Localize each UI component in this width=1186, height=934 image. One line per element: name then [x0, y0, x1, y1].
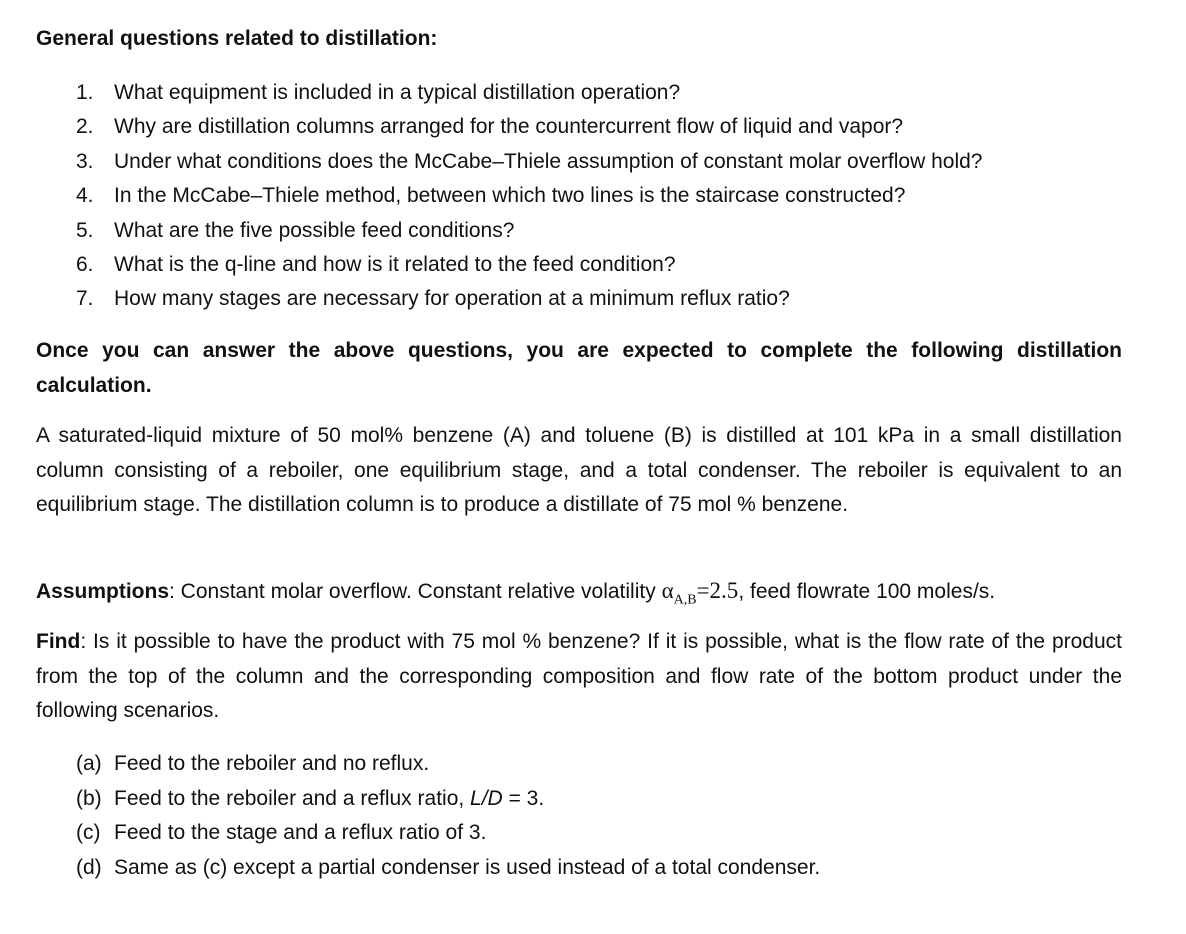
- list-item: (b) Feed to the reboiler and a reflux ratio, L/D = 3.: [76, 786, 545, 810]
- list-item: (d) Same as (c) except a partial condenser is used instead of a total condenser.: [76, 855, 821, 879]
- list-item: 7. How many stages are necessary for operation at a minimum reflux ratio?: [76, 287, 790, 311]
- find-paragraph: Find: Is it possible to have the product with 75 mol % benzene? If it is possible, what is the flow rate of the product from the top of the column and the corresponding composition and flow rate of the bottom product under the following scenarios.: [36, 630, 1122, 722]
- list-item: 1. What equipment is included in a typical distillation operation?: [76, 81, 681, 104]
- assumptions-label: Assumptions: [36, 580, 170, 603]
- list-item: (c) Feed to the stage and a reflux ratio of 3.: [76, 821, 487, 844]
- alpha-symbol: $\alpha_{A,B}=2.5$: [661, 578, 739, 608]
- list-item: 2. Why are distillation columns arranged for the countercurrent flow of liquid and vapor?: [76, 115, 904, 139]
- question-list: [76, 76, 982, 317]
- find-label: Find: [36, 630, 81, 653]
- list-item: 5. What are the five possible feed conditions?: [76, 218, 515, 242]
- problem-statement: A saturated-liquid mixture of 50 mol% benzene (A) and toluene (B) is distilled at 101 kPa in a small distillation column consisting of a reboiler, one equilibrium stage, and a total condenser. The reboiler is equivalent to an equilibrium stage. The distillation column is to produce a distillate of 75 mol % benzene.: [36, 424, 1122, 516]
- reflux-ratio-symbol: L/D: [470, 786, 503, 810]
- section-heading: General questions related to distillation:: [36, 27, 438, 50]
- assumptions-paragraph: Assumptions: Constant molar overflow. Constant relative volatility $\alpha_{A,B}=2.5$, feed flowrate 100 moles/s.: [36, 578, 996, 608]
- list-item: 4. In the McCabe–Thiele method, between which two lines is the staircase constructed?: [76, 184, 906, 208]
- list-item: 3. Under what conditions does the McCabe–Thiele assumption of constant molar overflow hold?: [76, 149, 983, 173]
- scenario-list: [76, 747, 820, 885]
- instruction-paragraph: Once you can answer the above questions, you are expected to complete the following distillation calculation.: [36, 339, 1122, 397]
- list-item: (a) Feed to the reboiler and no reflux.: [76, 752, 430, 775]
- list-item: 6. What is the q-line and how is it related to the feed condition?: [76, 252, 676, 276]
